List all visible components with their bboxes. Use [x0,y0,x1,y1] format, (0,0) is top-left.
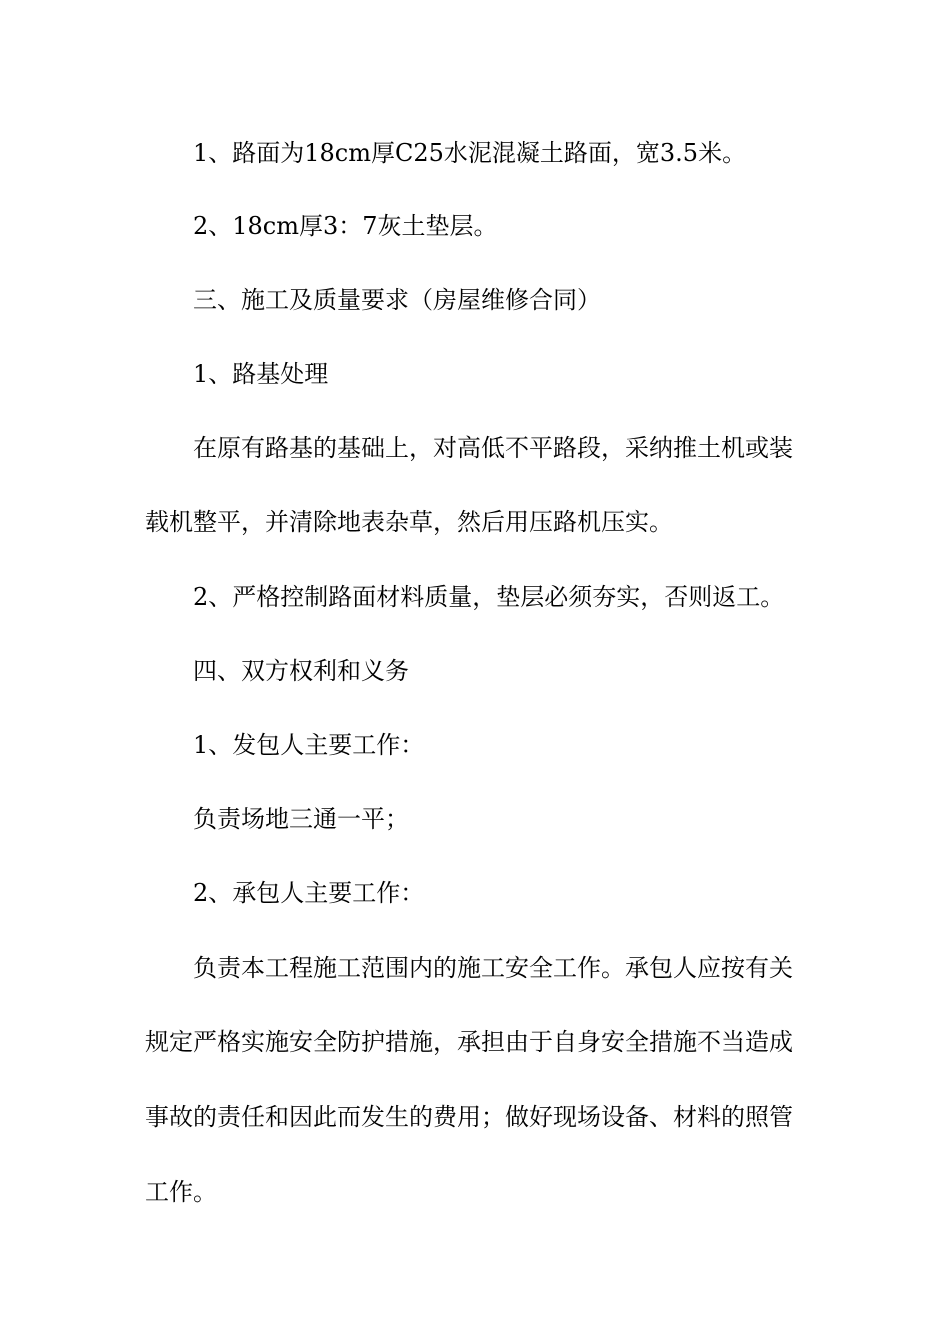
paragraph-subgrade-line-1: 在原有路基的基础上，对高低不平路段，采纳推土机或装 [193,434,793,462]
section-heading-rights-obligations: 四、双方权利和义务 [193,657,409,685]
item-road-surface: 1、路面为18cm厚C25水泥混凝土路面，宽3.5米。 [193,139,747,167]
item-material-quality: 2、严格控制路面材料质量，垫层必须夯实，否则返工。 [193,583,785,611]
item-lime-soil-layer: 2、18cm厚3：7灰土垫层。 [193,212,498,240]
section-heading-construction-quality: 三、施工及质量要求（房屋维修合同） [193,286,601,314]
paragraph-contractor-line-1: 负责本工程施工范围内的施工安全工作。承包人应按有关 [193,954,793,982]
paragraph-contractor-line-4: 工作。 [145,1178,217,1206]
item-contractor-work: 2、承包人主要工作： [193,879,425,907]
paragraph-contractor-line-3: 事故的责任和因此而发生的费用；做好现场设备、材料的照管 [145,1103,793,1131]
paragraph-contractor-line-2: 规定严格实施安全防护措施，承担由于自身安全措施不当造成 [145,1028,793,1056]
paragraph-employer-work: 负责场地三通一平； [193,805,409,833]
item-subgrade-treatment: 1、路基处理 [193,360,329,388]
item-employer-work: 1、发包人主要工作： [193,731,425,759]
paragraph-subgrade-line-2: 载机整平，并清除地表杂草，然后用压路机压实。 [145,508,673,536]
